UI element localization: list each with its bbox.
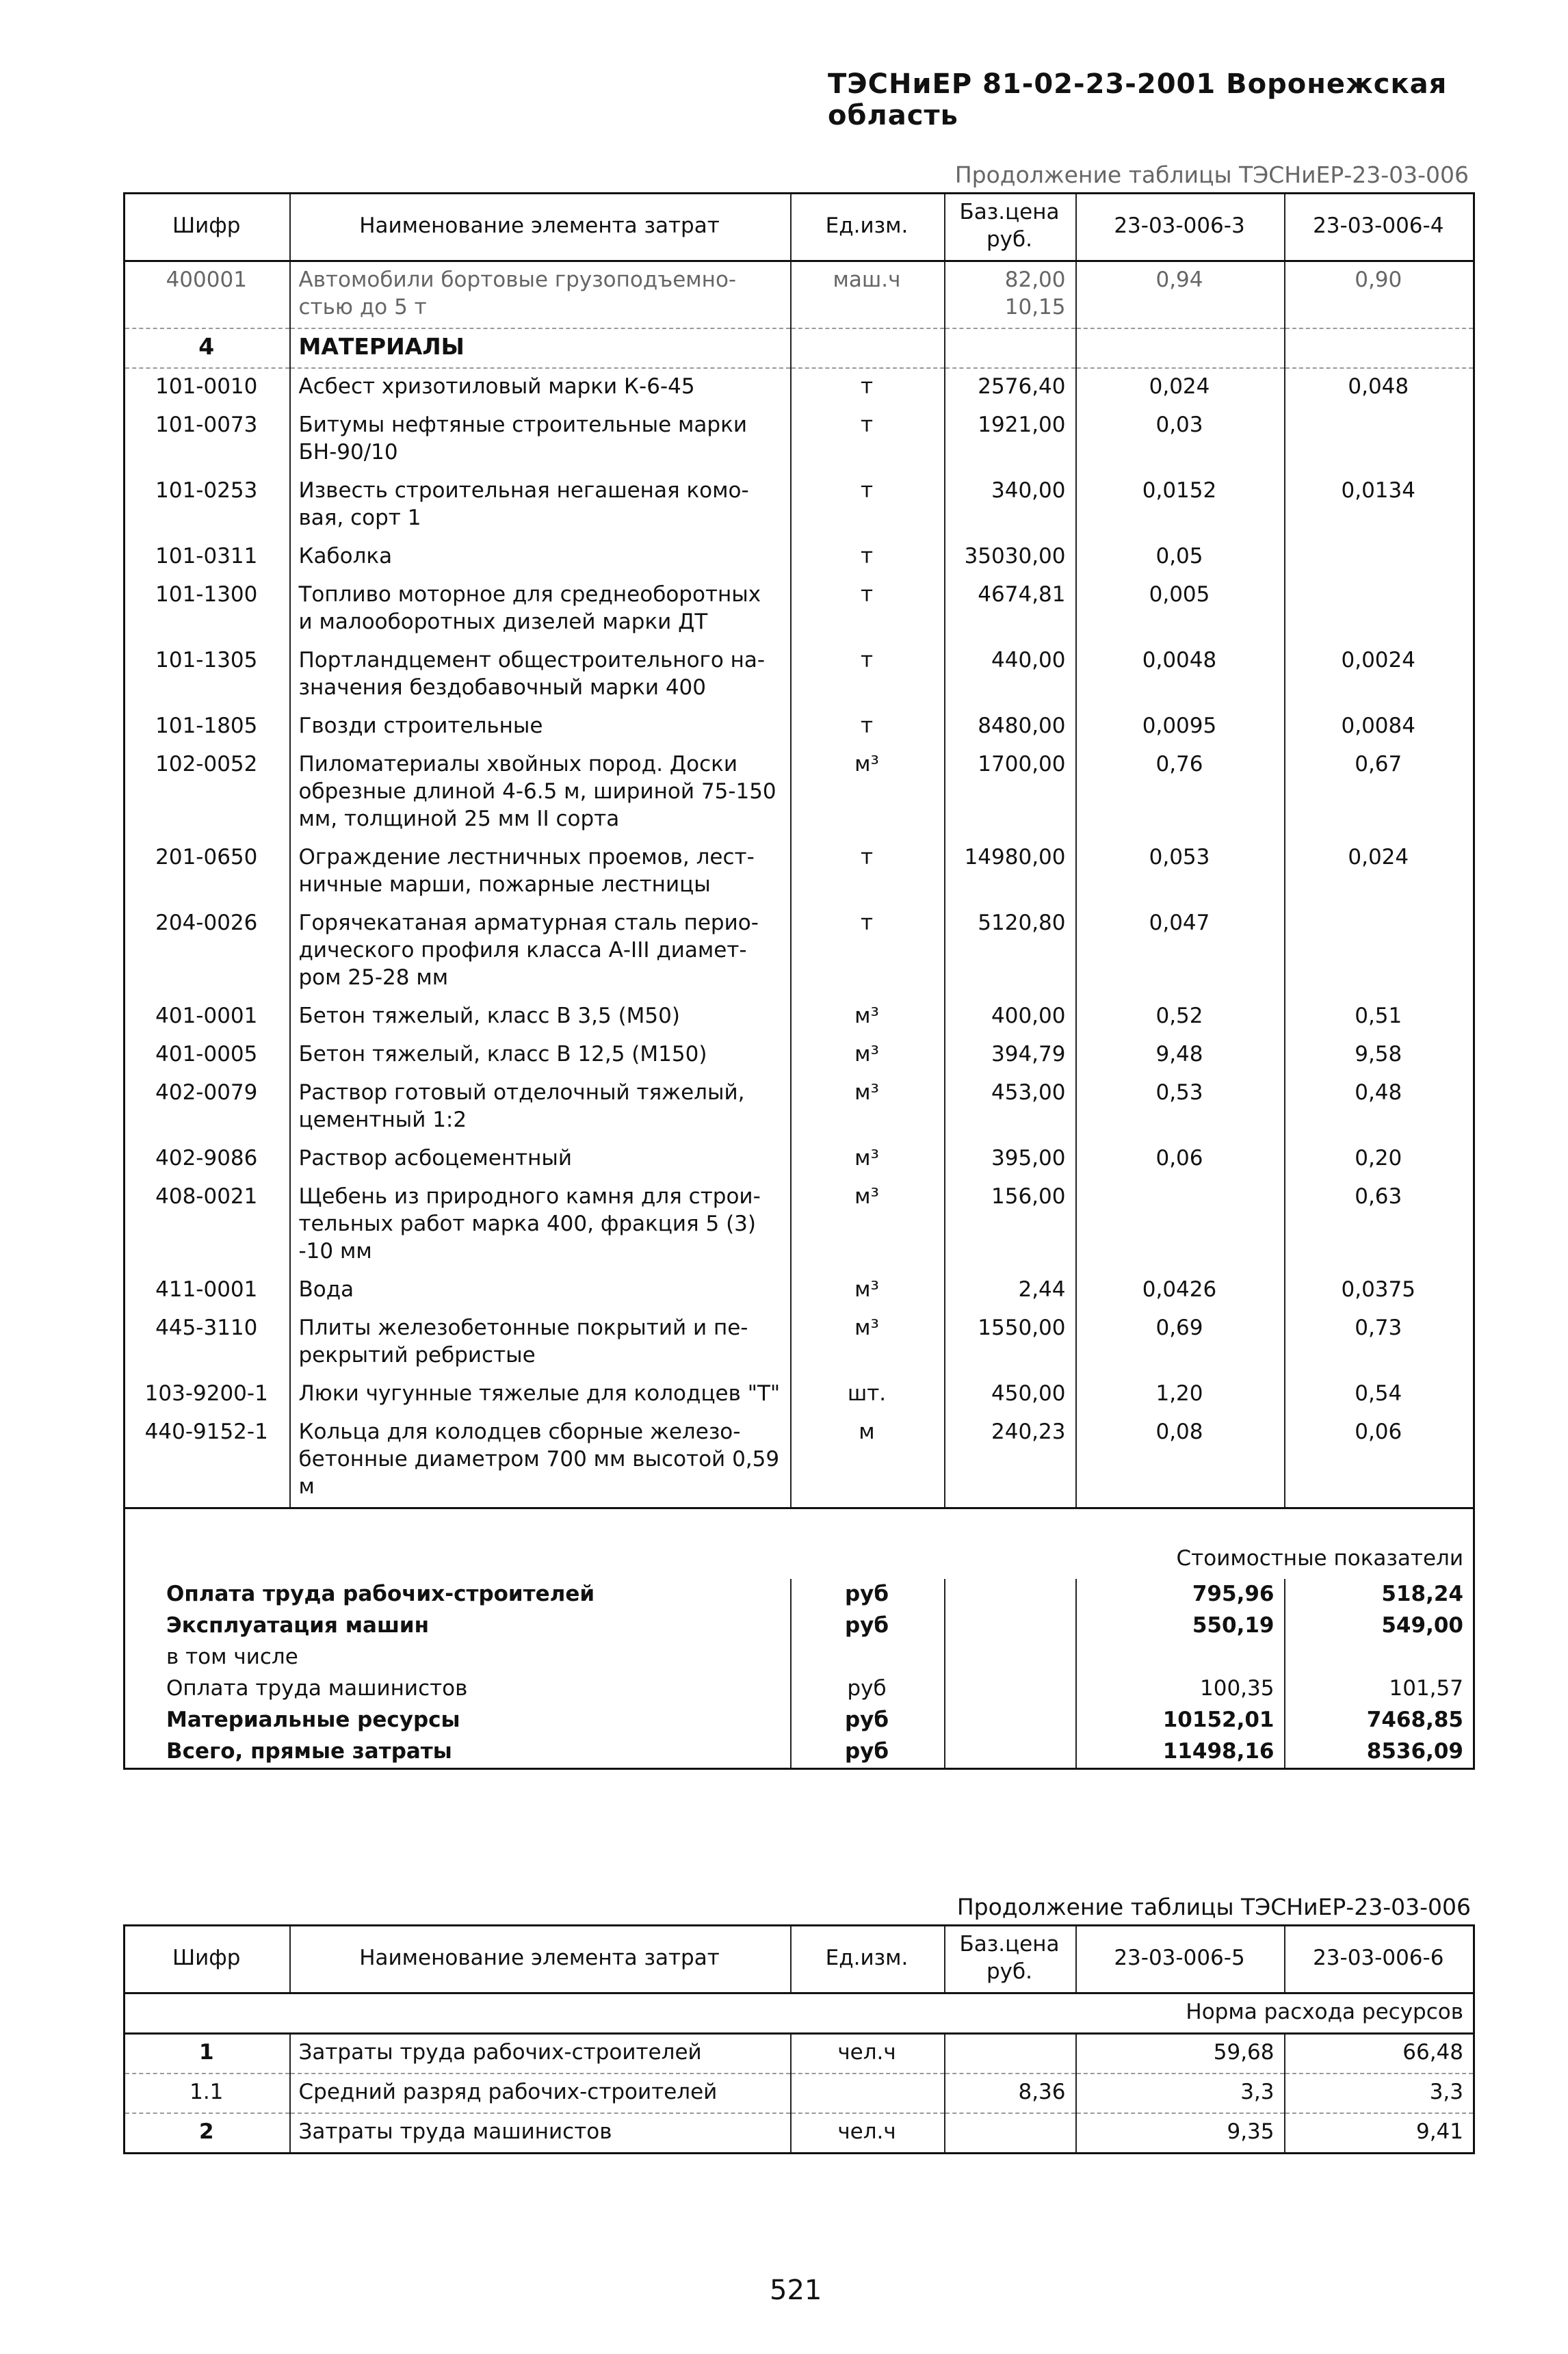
summary-unit: руб	[791, 1579, 945, 1610]
summary-price	[945, 1673, 1076, 1705]
row-unit: м³	[791, 1179, 945, 1272]
summary-unit: руб	[791, 1610, 945, 1642]
row-code: 101-0311	[155, 544, 258, 568]
document-header: ТЭСНиЕР 81-02-23-2001 Воронежская область	[828, 68, 1448, 131]
table1-header-row	[125, 194, 1474, 261]
row-norm-4: 0,0024	[1285, 642, 1474, 708]
summary-value-4: 518,24	[1285, 1579, 1474, 1610]
row-norm-3: 0,76	[1076, 746, 1285, 839]
summary-label: Эксплуатация машин	[166, 1613, 430, 1638]
row-name: Затраты труда машинистов	[290, 2113, 791, 2154]
row-norm-3: 0,06	[1076, 1140, 1285, 1179]
row-name: Люки чугунные тяжелые для колодцев "Т"	[290, 1376, 791, 1414]
table-row	[125, 473, 1474, 538]
col-header-norm-5: 23-03-006-5	[1076, 1926, 1285, 1993]
table-row	[125, 2034, 1474, 2074]
summary-row	[125, 1642, 1474, 1673]
col-header-code: Шифр	[125, 194, 290, 261]
summary-value-3: 795,96	[1076, 1579, 1285, 1610]
row-price: 8,36	[945, 2074, 1076, 2113]
row-norm-4: 0,024	[1285, 839, 1474, 905]
row-norm-4: 0,48	[1285, 1075, 1474, 1140]
summary-label: в том числе	[166, 1645, 298, 1669]
summary-value-3: 100,35	[1076, 1673, 1285, 1705]
row-price: 1700,00	[945, 746, 1076, 839]
row-norm-4: 0,0084	[1285, 708, 1474, 746]
summary-label: Материальные ресурсы	[166, 1708, 460, 1732]
row-norm-6: 9,41	[1285, 2113, 1474, 2154]
summary-price	[945, 1642, 1076, 1673]
row-norm-3: 0,03	[1076, 407, 1285, 473]
table-row	[125, 538, 1474, 577]
section-code: 4	[125, 328, 290, 368]
row-price	[945, 261, 1076, 329]
row-name: Затраты труда рабочих-строителей	[290, 2034, 791, 2074]
table-row	[125, 2074, 1474, 2113]
row-price: 450,00	[945, 1376, 1076, 1414]
row-unit: м³	[791, 998, 945, 1036]
row-price: 1921,00	[945, 407, 1076, 473]
row-code: 101-0073	[155, 413, 258, 437]
summary-title-row	[125, 1508, 1474, 1580]
col-header-price: Баз.цена руб.	[945, 1926, 1076, 1993]
table-row-machine	[125, 261, 1474, 329]
row-norm-4: 0,0375	[1285, 1272, 1474, 1310]
summary-unit: руб	[791, 1736, 945, 1769]
table-row	[125, 1036, 1474, 1075]
table-row	[125, 407, 1474, 473]
row-code: 411-0001	[155, 1277, 258, 1302]
row-name: Ограждение лестничных проемов, лест-ничные марши, пожарные лестницы	[290, 839, 791, 905]
table-row	[125, 1310, 1474, 1376]
table1-caption: Продолжение таблицы ТЭСНиЕР-23-03-006	[954, 161, 1469, 188]
row-norm-4: 0,67	[1285, 746, 1474, 839]
row-name: Битумы нефтяные строительные марки БН-90/10	[290, 407, 791, 473]
row-unit: м³	[791, 1310, 945, 1376]
row-unit: т	[791, 473, 945, 538]
row-unit: т	[791, 368, 945, 407]
summary-value-3	[1076, 1642, 1285, 1673]
row-price: 440,00	[945, 642, 1076, 708]
summary-row	[125, 1579, 1474, 1610]
row-price: 340,00	[945, 473, 1076, 538]
row-name: Пиломатериалы хвойных пород. Доски обрезные длиной 4-6.5 м, шириной 75-150 мм, толщиной 25 мм II сорта	[290, 746, 791, 839]
row-norm-4: 0,20	[1285, 1140, 1474, 1179]
row-price	[945, 2034, 1076, 2074]
table-row	[125, 1179, 1474, 1272]
summary-label: Всего, прямые затраты	[166, 1739, 452, 1764]
table-row	[125, 998, 1474, 1036]
row-code: 401-0001	[155, 1004, 258, 1028]
row-price: 8480,00	[945, 708, 1076, 746]
summary-price	[945, 1736, 1076, 1769]
summary-title: Стоимостные показатели	[125, 1508, 1474, 1580]
row-code: 408-0021	[155, 1184, 258, 1209]
row-norm-3: 0,0152	[1076, 473, 1285, 538]
row-name: Топливо моторное для среднеоборотных и малооборотных дизелей марки ДТ	[290, 577, 791, 642]
col-header-code: Шифр	[125, 1926, 290, 1993]
row-price: 1550,00	[945, 1310, 1076, 1376]
resources-table-1	[123, 192, 1475, 1770]
row-norm-3	[1076, 1179, 1285, 1272]
row-name: Плиты железобетонные покрытий и пе-рекрытий ребристые	[290, 1310, 791, 1376]
row-unit: т	[791, 839, 945, 905]
summary-unit: руб	[791, 1673, 945, 1705]
row-price: 2,44	[945, 1272, 1076, 1310]
row-code: 102-0052	[155, 752, 258, 776]
row-norm-3: 0,52	[1076, 998, 1285, 1036]
row-unit: т	[791, 905, 945, 998]
row-norm-3: 0,94	[1076, 261, 1285, 329]
row-name: Вода	[290, 1272, 791, 1310]
col-header-name: Наименование элемента затрат	[290, 1926, 791, 1993]
row-norm-3: 0,0095	[1076, 708, 1285, 746]
row-name: Асбест хризотиловый марки К-6-45	[290, 368, 791, 407]
row-price: 453,00	[945, 1075, 1076, 1140]
row-unit: маш.ч	[791, 261, 945, 329]
row-name: Портландцемент общестроительного на-значения бездобавочный марки 400	[290, 642, 791, 708]
table-row	[125, 708, 1474, 746]
summary-row	[125, 1705, 1474, 1736]
table-row	[125, 368, 1474, 407]
table-row	[125, 746, 1474, 839]
table-row	[125, 1414, 1474, 1508]
row-norm-4: 0,73	[1285, 1310, 1474, 1376]
row-code: 101-1300	[155, 582, 258, 607]
row-price: 35030,00	[945, 538, 1076, 577]
summary-label: Оплата труда машинистов	[166, 1676, 468, 1701]
summary-value-3: 550,19	[1076, 1610, 1285, 1642]
row-unit: м³	[791, 1140, 945, 1179]
section-title: МАТЕРИАЛЫ	[290, 328, 791, 368]
table-row	[125, 839, 1474, 905]
row-name: Гвозди строительные	[290, 708, 791, 746]
row-unit: м³	[791, 1075, 945, 1140]
row-code: 401-0005	[155, 1042, 258, 1067]
col-header-norm-4: 23-03-006-4	[1285, 194, 1474, 261]
row-unit: м	[791, 1414, 945, 1508]
row-code: 101-1305	[155, 648, 258, 672]
summary-value-4: 8536,09	[1285, 1736, 1474, 1769]
norm-title-row	[125, 1993, 1474, 2034]
row-norm-4: 0,048	[1285, 368, 1474, 407]
row-code: 402-0079	[155, 1080, 258, 1105]
row-norm-4: 0,06	[1285, 1414, 1474, 1508]
summary-row	[125, 1673, 1474, 1705]
row-code: 445-3110	[155, 1316, 258, 1340]
row-code: 201-0650	[155, 845, 258, 869]
row-norm-4	[1285, 577, 1474, 642]
row-price: 14980,00	[945, 839, 1076, 905]
row-norm-3: 0,005	[1076, 577, 1285, 642]
row-norm-4	[1285, 905, 1474, 998]
summary-row	[125, 1736, 1474, 1769]
row-unit: т	[791, 538, 945, 577]
row-price-secondary: 10,15	[1004, 295, 1066, 319]
row-price-main: 82,00	[1004, 267, 1066, 292]
col-header-norm-6: 23-03-006-6	[1285, 1926, 1474, 1993]
row-norm-4	[1285, 407, 1474, 473]
row-norm-5: 9,35	[1076, 2113, 1285, 2154]
row-price	[945, 2113, 1076, 2154]
table-row	[125, 1140, 1474, 1179]
row-code: 402-9086	[155, 1146, 258, 1171]
row-norm-3: 0,047	[1076, 905, 1285, 998]
table-row	[125, 905, 1474, 998]
row-norm-4: 0,54	[1285, 1376, 1474, 1414]
row-norm-3: 0,08	[1076, 1414, 1285, 1508]
row-norm-4: 0,51	[1285, 998, 1474, 1036]
row-code: 101-1805	[155, 714, 258, 738]
norm-title: Норма расхода ресурсов	[125, 1993, 1474, 2034]
summary-unit	[791, 1642, 945, 1673]
row-unit: т	[791, 708, 945, 746]
row-name: Раствор асбоцементный	[290, 1140, 791, 1179]
row-price: 5120,80	[945, 905, 1076, 998]
row-norm-4: 0,0134	[1285, 473, 1474, 538]
summary-value-3: 10152,01	[1076, 1705, 1285, 1736]
row-name: Автомобили бортовые грузоподъемно-стью до 5 т	[290, 261, 791, 329]
row-code: 2	[125, 2113, 290, 2154]
row-price: 394,79	[945, 1036, 1076, 1075]
row-norm-5: 59,68	[1076, 2034, 1285, 2074]
summary-value-4: 549,00	[1285, 1610, 1474, 1642]
row-name: Кольца для колодцев сборные железо-бетонные диаметром 700 мм высотой 0,59 м	[290, 1414, 791, 1508]
row-norm-3: 1,20	[1076, 1376, 1285, 1414]
row-price: 240,23	[945, 1414, 1076, 1508]
row-unit: т	[791, 407, 945, 473]
row-code: 204-0026	[155, 911, 258, 935]
row-price: 156,00	[945, 1179, 1076, 1272]
row-unit: шт.	[791, 1376, 945, 1414]
row-name: Каболка	[290, 538, 791, 577]
row-price: 395,00	[945, 1140, 1076, 1179]
row-price: 400,00	[945, 998, 1076, 1036]
table2-header-row	[125, 1926, 1474, 1993]
table-row	[125, 577, 1474, 642]
page-number: 521	[770, 2275, 822, 2306]
summary-value-3: 11498,16	[1076, 1736, 1285, 1769]
summary-label: Оплата труда рабочих-строителей	[166, 1582, 595, 1606]
row-code: 101-0010	[125, 368, 290, 407]
col-header-norm-3: 23-03-006-3	[1076, 194, 1285, 261]
table-row	[125, 1376, 1474, 1414]
row-norm-4: 0,63	[1285, 1179, 1474, 1272]
row-norm-5: 3,3	[1076, 2074, 1285, 2113]
row-name: Щебень из природного камня для строи-тельных работ марка 400, фракция 5 (3) -10 мм	[290, 1179, 791, 1272]
row-norm-4: 0,90	[1285, 261, 1474, 329]
summary-value-4: 101,57	[1285, 1673, 1474, 1705]
row-unit: т	[791, 577, 945, 642]
section-row-materials	[125, 328, 1474, 368]
row-norm-6: 3,3	[1285, 2074, 1474, 2113]
row-name: Средний разряд рабочих-строителей	[290, 2074, 791, 2113]
summary-price	[945, 1610, 1076, 1642]
summary-price	[945, 1579, 1076, 1610]
row-code: 400001	[166, 267, 247, 292]
row-unit: т	[791, 642, 945, 708]
row-unit: м³	[791, 746, 945, 839]
row-code: 101-0253	[155, 478, 258, 503]
row-price: 4674,81	[945, 577, 1076, 642]
row-name: Раствор готовый отделочный тяжелый, цементный 1:2	[290, 1075, 791, 1140]
summary-value-4	[1285, 1642, 1474, 1673]
row-norm-4	[1285, 538, 1474, 577]
row-unit: м³	[791, 1036, 945, 1075]
row-norm-3: 0,05	[1076, 538, 1285, 577]
col-header-price: Баз.цена руб.	[945, 194, 1076, 261]
row-price: 2576,40	[945, 368, 1076, 407]
row-name: Бетон тяжелый, класс В 12,5 (М150)	[290, 1036, 791, 1075]
row-unit: м³	[791, 1272, 945, 1310]
row-norm-3: 0,0426	[1076, 1272, 1285, 1310]
row-name: Бетон тяжелый, класс В 3,5 (М50)	[290, 998, 791, 1036]
col-header-name: Наименование элемента затрат	[290, 194, 791, 261]
row-norm-3: 0,69	[1076, 1310, 1285, 1376]
col-header-unit: Ед.изм.	[791, 1926, 945, 1993]
summary-price	[945, 1705, 1076, 1736]
row-code: 440-9152-1	[144, 1420, 268, 1444]
summary-row	[125, 1610, 1474, 1642]
summary-unit: руб	[791, 1705, 945, 1736]
row-name: Горячекатаная арматурная сталь перио-дического профиля класса А-III диамет-ром 25-28 мм	[290, 905, 791, 998]
table-row	[125, 1272, 1474, 1310]
row-code: 103-9200-1	[144, 1381, 268, 1406]
row-unit	[791, 2074, 945, 2113]
table-row	[125, 642, 1474, 708]
table-row	[125, 2113, 1474, 2154]
row-code: 1	[198, 2040, 214, 2065]
summary-value-4: 7468,85	[1285, 1705, 1474, 1736]
row-unit: чел.ч	[791, 2034, 945, 2074]
row-code: 1.1	[125, 2074, 290, 2113]
row-name: Известь строительная негашеная комо-вая, сорт 1	[290, 473, 791, 538]
col-header-unit: Ед.изм.	[791, 194, 945, 261]
row-norm-3: 0,024	[1076, 368, 1285, 407]
row-norm-3: 0,53	[1076, 1075, 1285, 1140]
row-norm-6: 66,48	[1285, 2034, 1474, 2074]
row-norm-4: 9,58	[1285, 1036, 1474, 1075]
row-norm-3: 9,48	[1076, 1036, 1285, 1075]
row-norm-3: 0,053	[1076, 839, 1285, 905]
table-row	[125, 1075, 1474, 1140]
resources-table-2	[123, 1924, 1475, 2154]
table2-caption: Продолжение таблицы ТЭСНиЕР-23-03-006	[956, 1894, 1471, 1920]
row-unit: чел.ч	[791, 2113, 945, 2154]
row-norm-3: 0,0048	[1076, 642, 1285, 708]
